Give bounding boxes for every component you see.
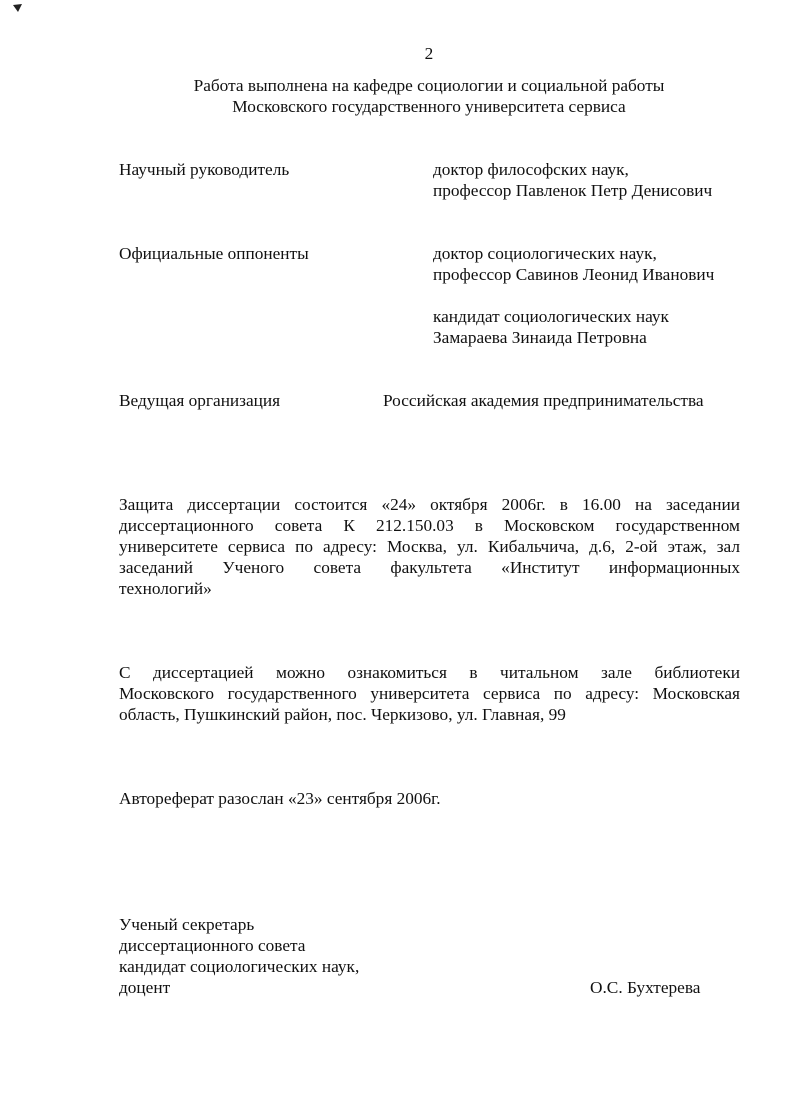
opponents-label: Официальные оппоненты [119,244,309,263]
secretary-title: Ученый секретарь [119,915,255,934]
leading-org-label: Ведущая организация [119,391,281,410]
supervisor-degree: доктор философских наук, [433,160,629,179]
library-line: Московского государственного университета сервиса по адресу: Московская [119,684,740,703]
opponent-2-degree: кандидат социологических наук [433,307,669,326]
header-line-2: Московского государственного университета сервиса [232,97,626,116]
supervisor-name: профессор Павленок Петр Денисович [433,181,713,200]
defense-line: заседаний Ученого совета факультета «Институт информационных [119,558,740,577]
library-paragraph [119,662,740,725]
defense-paragraph [119,494,740,599]
library-line: С диссертацией можно ознакомиться в читальном зале библиотеки [119,663,740,682]
secretary-name: О.С. Бухтерева [590,978,701,997]
scan-mark-icon [13,4,22,12]
header-line-1: Работа выполнена на кафедре социологии и социальной работы [193,76,665,95]
opponent-1-degree: доктор социологических наук, [433,244,657,263]
library-line: область, Пушкинский район, пос. Черкизово, ул. Главная, 99 [119,705,566,724]
secretary-rank: доцент [119,978,171,997]
leading-org-value: Российская академия предпринимательства [383,391,704,410]
defense-line: Защита диссертации состоится «24» октября 2006г. в 16.00 на заседании [119,495,740,514]
page-number: 2 [424,44,434,63]
defense-line: диссертационного совета К 212.150.03 в Московском государственном [119,516,740,535]
secretary-council: диссертационного совета [119,936,306,955]
supervisor-label: Научный руководитель [119,160,290,179]
secretary-degree: кандидат социологических наук, [119,957,360,976]
opponent-1-name: профессор Савинов Леонид Иванович [433,265,715,284]
abstract-sent-date: Автореферат разослан «23» сентября 2006г. [119,789,441,808]
opponent-2-name: Замараева Зинаида Петровна [433,328,647,347]
defense-line: технологий» [119,579,212,598]
defense-line: университете сервиса по адресу: Москва, ул. Кибальчича, д.6, 2-ой этаж, зал [119,537,740,556]
